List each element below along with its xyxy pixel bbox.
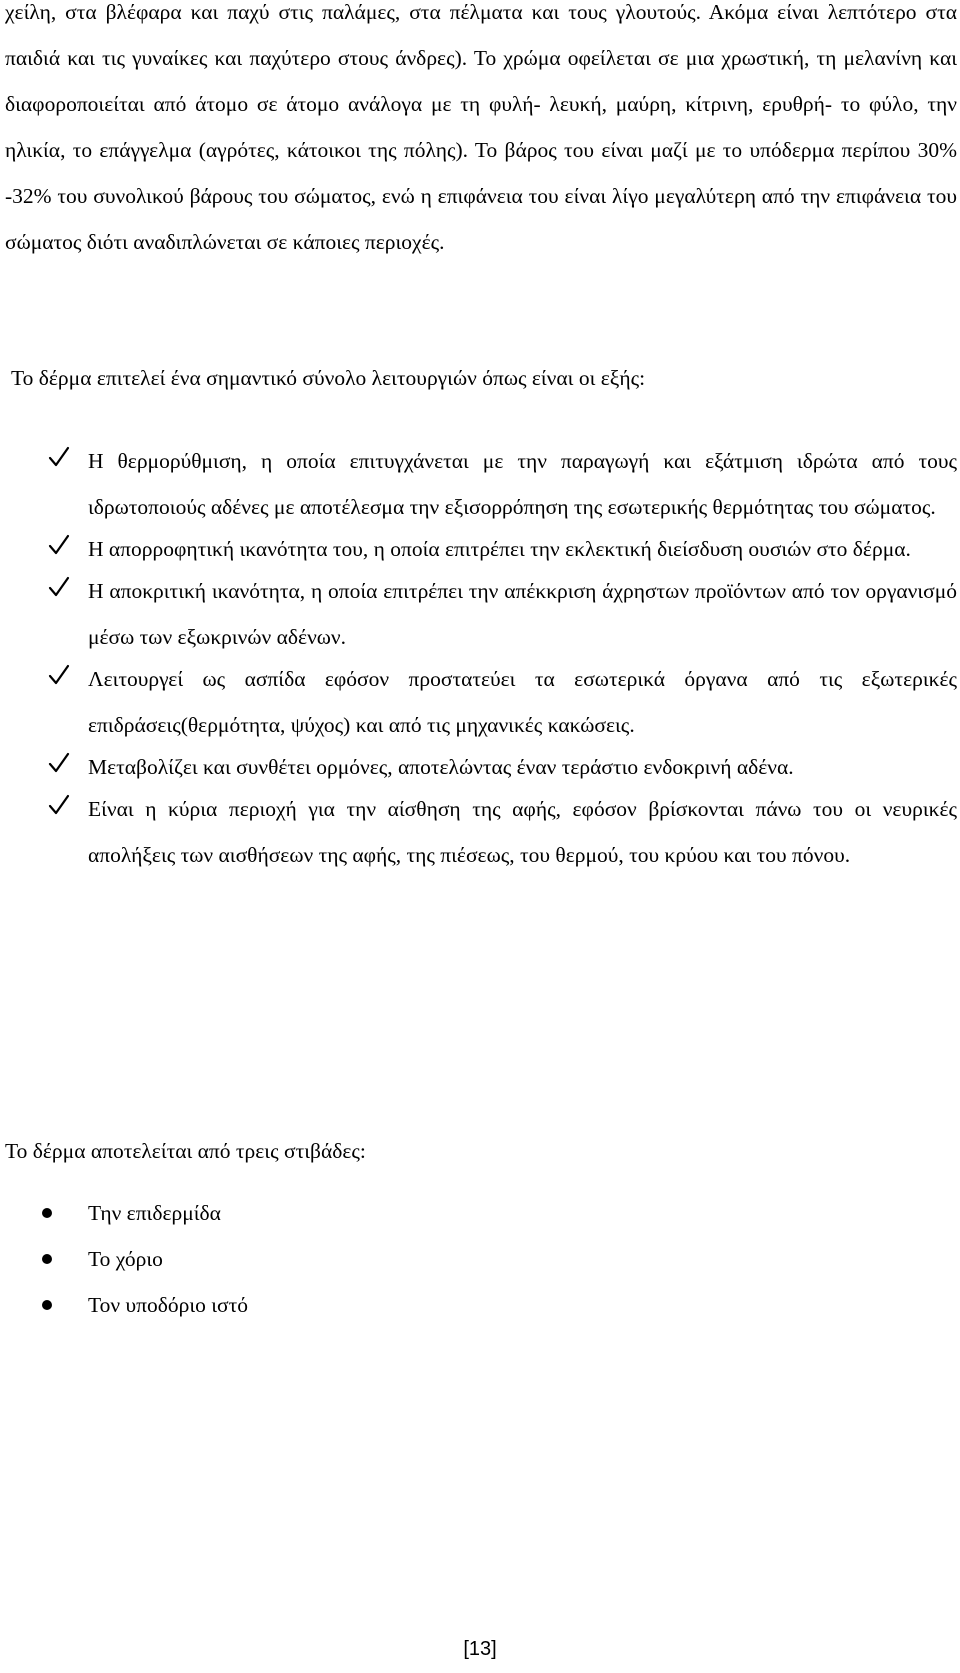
checkmark-icon (48, 576, 70, 598)
layers-intro: Το δέρμα αποτελείται από τρεις στιβάδες: (5, 1139, 366, 1163)
list-item (0, 744, 957, 790)
list-item (0, 438, 957, 530)
bullet-icon (42, 1300, 52, 1310)
bullet-icon (42, 1254, 52, 1264)
checkmark-icon (48, 664, 70, 686)
function-text: Λειτουργεί ως ασπίδα εφόσον προστατεύει τα εσωτερικά όργανα από τις εξωτερικές επιδράσεις(θερμότητα, ψύχος) και από τις μηχανικές κακώσεις. (88, 667, 957, 737)
list-item (0, 786, 957, 878)
list-item (0, 568, 957, 660)
checkmark-icon (48, 752, 70, 774)
layer-text: Το χόριο (88, 1247, 163, 1271)
function-text: Μεταβολίζει και συνθέτει ορμόνες, αποτελώντας έναν τεράστιο ενδοκρινή αδένα. (88, 755, 794, 779)
list-item (0, 1236, 960, 1282)
intro-paragraph: χείλη, στα βλέφαρα και παχύ στις παλάμες, στα πέλματα και τους γλουτούς. Ακόμα είναι λεπτότερο στα παιδιά και τις γυναίκες και παχύτερο στους άνδρες). Το χρώμα οφείλεται σε μια χρωστική, τη μελανίνη και διαφοροποιείται από άτομο σε άτομο ανάλογα με τη φυλή- λευκή, μαύρη, κίτρινη, ερυθρή- το φύλο, την ηλικία, το επάγγελμα (αγρότες, κάτοικοι της πόλης). Το βάρος του είναι μαζί με το υπόδερμα περίπου 30% -32% του συνολικού βάρους του σώματος, ενώ η επιφάνεια του είναι λίγο μεγαλύτερη από την επιφάνεια του σώματος διότι αναδιπλώνεται σε κάποιες περιοχές. (5, 0, 957, 254)
function-text: Η αποκριτική ικανότητα, η οποία επιτρέπει την απέκκριση άχρηστων προϊόντων από τον οργανισμό μέσω των εξωκρινών αδένων. (88, 579, 957, 649)
function-text: Είναι η κύρια περιοχή για την αίσθηση της αφής, εφόσον βρίσκονται πάνω του οι νευρικές απολήξεις των αισθήσεων της αφής, της πιέσεως, του θερμού, του κρύου και του πόνου. (88, 797, 957, 867)
layers-list (0, 1190, 960, 1328)
functions-intro: Το δέρμα επιτελεί ένα σημαντικό σύνολο λειτουργιών όπως είναι οι εξής: (11, 366, 646, 390)
list-item (0, 1282, 960, 1328)
bullet-icon (42, 1208, 52, 1218)
layer-text: Τον υποδόριο ιστό (88, 1293, 249, 1317)
layer-text: Την επιδερμίδα (88, 1201, 221, 1225)
checkmark-icon (48, 446, 70, 468)
checkmark-icon (48, 794, 70, 816)
functions-list (0, 438, 960, 878)
list-item (0, 656, 957, 748)
list-item (0, 1190, 960, 1236)
function-text: Η απορροφητική ικανότητα του, η οποία επιτρέπει την εκλεκτική διείσδυση ουσιών στο δέρμα. (88, 537, 911, 561)
function-text: Η θερμορύθμιση, η οποία επιτυγχάνεται με την παραγωγή και εξάτμιση ιδρώτα από τους ιδρωτοποιούς αδένες με αποτέλεσμα την εξισορρόπηση της εσωτερικής θερμότητας του σώματος. (88, 449, 957, 519)
list-item (0, 526, 957, 572)
page-number: [13] (463, 1638, 497, 1660)
checkmark-icon (48, 534, 70, 556)
